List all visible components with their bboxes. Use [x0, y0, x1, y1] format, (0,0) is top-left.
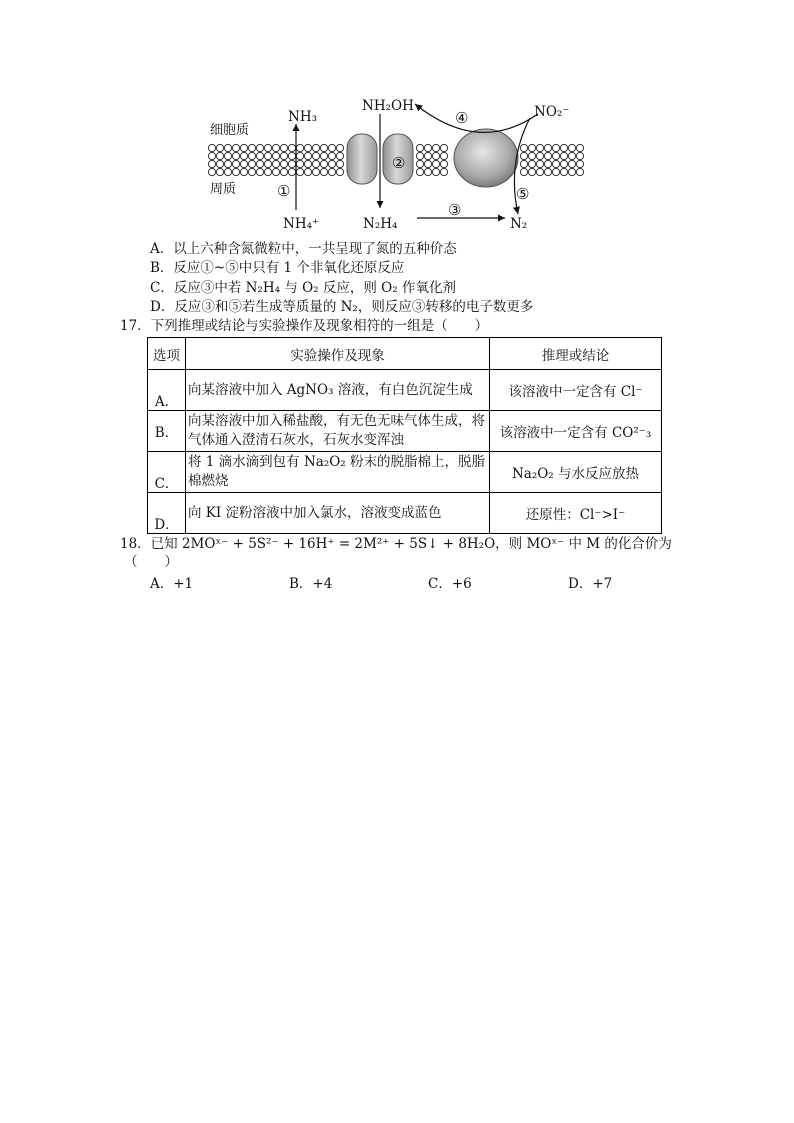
step-1-label: ①: [277, 182, 291, 200]
q16-option-d: D．反应③和⑤若生成等质量的 N₂，则反应③转移的电子数更多: [150, 299, 534, 315]
lipid-bead: [280, 168, 287, 175]
table-row: [148, 452, 662, 493]
lipid-bead: [424, 160, 431, 167]
lipid-bead: [432, 160, 439, 167]
q18-stem: 18．已知 2MOˣ⁻ + 5S²⁻ + 16H⁺ = 2M²⁺ + 5S↓ + 8H₂O，则 MOˣ⁻ 中 M 的化合价为: [120, 536, 672, 552]
lipid-bead: [520, 144, 527, 151]
lipid-bead: [536, 152, 543, 159]
label-n2h4: N₂H₄: [363, 216, 398, 232]
lipid-bead: [288, 168, 295, 175]
lipid-bead: [256, 152, 263, 159]
step-2-label: ②: [392, 154, 406, 172]
lipid-bead: [240, 168, 247, 175]
lipid-bead: [536, 168, 543, 175]
lipid-bead: [256, 160, 263, 167]
q17-row-d-conclusion: 还原性：Cl⁻>I⁻: [490, 493, 662, 534]
lipid-bead: [312, 168, 319, 175]
q18-option-b: B．+4: [289, 576, 333, 592]
lipid-bead: [528, 144, 535, 151]
lipid-bead: [224, 152, 231, 159]
lipid-bead: [576, 152, 583, 159]
lipid-bead: [536, 160, 543, 167]
lipid-bead: [552, 144, 559, 151]
lipid-bead: [208, 160, 215, 167]
lipid-bead: [544, 160, 551, 167]
lipid-bead: [336, 160, 343, 167]
lipid-bead: [576, 160, 583, 167]
lipid-bead: [568, 168, 575, 175]
lipid-bead: [232, 168, 239, 175]
lipid-bead: [248, 160, 255, 167]
step-5-label: ⑤: [516, 185, 530, 203]
lipid-bead: [232, 160, 239, 167]
lipid-bead: [440, 168, 447, 175]
q16-option-b: B．反应①~⑤中只有 1 个非氧化还原反应: [150, 260, 405, 276]
lipid-bead: [208, 168, 215, 175]
lipid-bead: [208, 144, 215, 151]
q17-row-c-option: C．: [148, 452, 186, 493]
q17-row-b-option: B．: [148, 411, 186, 452]
lipid-bead: [208, 152, 215, 159]
lipid-bead: [216, 144, 223, 151]
lipid-bead: [424, 152, 431, 159]
lipid-bead: [424, 144, 431, 151]
lipid-bead: [528, 160, 535, 167]
lipid-bead: [240, 160, 247, 167]
lipid-bead: [536, 144, 543, 151]
lipid-bead: [256, 144, 263, 151]
lipid-bead: [424, 168, 431, 175]
lipid-bead: [304, 160, 311, 167]
lipid-bead: [552, 152, 559, 159]
lipid-bead: [280, 160, 287, 167]
lipid-bead: [544, 168, 551, 175]
lipid-bead: [264, 168, 271, 175]
q18-option-d: D．+7: [568, 576, 613, 592]
lipid-bead: [320, 168, 327, 175]
lipid-bead: [264, 144, 271, 151]
lipid-bead: [544, 152, 551, 159]
q17-header-operation: 实验操作及现象: [186, 338, 490, 370]
lipid-bead: [328, 168, 335, 175]
table-row: [148, 493, 662, 534]
lipid-bead: [520, 160, 527, 167]
lipid-bead: [416, 152, 423, 159]
q17-row-a-operation: 向某溶液中加入 AgNO₃ 溶液，有白色沉淀生成: [186, 370, 490, 411]
lipid-bead: [416, 160, 423, 167]
label-periplasm: 周质: [210, 182, 237, 197]
lipid-bead: [232, 152, 239, 159]
lipid-bead: [560, 144, 567, 151]
lipid-bead: [312, 144, 319, 151]
lipid-bead: [336, 168, 343, 175]
q17-row-d-operation: 向 KI 淀粉溶液中加入氯水，溶液变成蓝色: [186, 493, 490, 534]
lipid-bead: [280, 152, 287, 159]
lipid-bead: [520, 152, 527, 159]
lipid-bead: [560, 168, 567, 175]
q17-row-b-conclusion: 该溶液中一定含有 CO²⁻₃: [490, 411, 662, 452]
lipid-bead: [216, 160, 223, 167]
lipid-bead: [288, 152, 295, 159]
lipid-bead: [296, 152, 303, 159]
lipid-bead: [272, 144, 279, 151]
lipid-bead: [320, 152, 327, 159]
lipid-bead: [560, 152, 567, 159]
lipid-bead: [432, 144, 439, 151]
q16-option-a: A．以上六种含氮微粒中，一共呈现了氮的五种价态: [150, 241, 457, 257]
label-nh3: NH₃: [288, 109, 317, 125]
q18-paren: （ ）: [124, 554, 178, 570]
lipid-bead: [528, 168, 535, 175]
q17-row-a-conclusion: 该溶液中一定含有 Cl⁻: [490, 370, 662, 411]
lipid-bead: [216, 168, 223, 175]
channel-protein-left: [347, 134, 377, 184]
lipid-bead: [520, 168, 527, 175]
q18-option-a: A．+1: [150, 576, 194, 592]
lipid-bead: [256, 168, 263, 175]
lipid-bead: [216, 152, 223, 159]
lipid-bead: [288, 144, 295, 151]
lipid-bead: [568, 152, 575, 159]
lipid-bead: [312, 160, 319, 167]
lipid-bead: [280, 144, 287, 151]
lipid-bead: [248, 144, 255, 151]
lipid-bead: [248, 152, 255, 159]
step-3-label: ③: [448, 201, 462, 219]
enzyme-protein: [454, 129, 518, 187]
lipid-bead: [552, 168, 559, 175]
label-cytoplasm: 细胞质: [210, 123, 250, 138]
lipid-bead: [528, 152, 535, 159]
q17-row-a-option: A．: [148, 370, 186, 411]
arrow-no2-to-nh2oh: [415, 104, 538, 132]
lipid-bead: [336, 144, 343, 151]
lipid-bead: [568, 160, 575, 167]
label-nh2oh: NH₂OH: [362, 98, 414, 114]
lipid-bead: [224, 168, 231, 175]
q17-header-row: [148, 338, 662, 370]
label-nh4: NH₄⁺: [283, 216, 320, 232]
lipid-bead: [336, 152, 343, 159]
q17-header-option: 选项: [148, 338, 186, 370]
lipid-bead: [568, 144, 575, 151]
lipid-bead: [224, 160, 231, 167]
lipid-bead: [440, 160, 447, 167]
lipid-bead: [264, 160, 271, 167]
lipid-bead: [272, 152, 279, 159]
lipid-bead: [320, 160, 327, 167]
lipid-bead: [576, 144, 583, 151]
lipid-bead: [576, 168, 583, 175]
q17-stem: 17．下列推理或结论与实验操作及现象相符的一组是（ ）: [120, 318, 489, 334]
q17-row-c-operation: 将 1 滴水滴到包有 Na₂O₂ 粉末的脱脂棉上，脱脂棉燃烧: [186, 452, 490, 493]
lipid-bead: [312, 152, 319, 159]
lipid-bead: [544, 144, 551, 151]
table-row: [148, 411, 662, 452]
lipid-bead: [296, 144, 303, 151]
q18-option-c: C．+6: [428, 576, 472, 592]
step-4-label: ④: [455, 109, 469, 127]
lipid-bead: [248, 168, 255, 175]
lipid-bead: [552, 160, 559, 167]
q17-row-c-conclusion: Na₂O₂ 与水反应放热: [490, 452, 662, 493]
lipid-bead: [440, 144, 447, 151]
lipid-bead: [304, 168, 311, 175]
lipid-bead: [416, 144, 423, 151]
q16-option-c: C．反应③中若 N₂H₄ 与 O₂ 反应，则 O₂ 作氧化剂: [150, 280, 456, 296]
lipid-bead: [264, 152, 271, 159]
lipid-bead: [240, 152, 247, 159]
lipid-bead: [240, 144, 247, 151]
q17-row-d-option: D．: [148, 493, 186, 534]
q17-header-conclusion: 推理或结论: [490, 338, 662, 370]
lipid-bead: [328, 144, 335, 151]
lipid-bead: [304, 152, 311, 159]
lipid-bead: [272, 168, 279, 175]
lipid-bead: [296, 160, 303, 167]
lipid-bead: [440, 152, 447, 159]
lipid-bead: [232, 144, 239, 151]
q17-table: [147, 337, 662, 534]
lipid-bead: [328, 152, 335, 159]
lipid-bead: [432, 168, 439, 175]
q17-row-b-operation: 向某溶液中加入稀盐酸，有无色无味气体生成，将气体通入澄清石灰水，石灰水变浑浊: [186, 411, 490, 452]
lipid-bead: [296, 168, 303, 175]
lipid-bead: [432, 152, 439, 159]
table-row: [148, 370, 662, 411]
lipid-bead: [560, 160, 567, 167]
lipid-bead: [416, 168, 423, 175]
lipid-bead: [224, 144, 231, 151]
lipid-bead: [272, 160, 279, 167]
label-no2: NO₂⁻: [534, 104, 570, 120]
lipid-bead: [304, 144, 311, 151]
lipid-bead: [288, 160, 295, 167]
lipid-bead: [328, 160, 335, 167]
label-n2: N₂: [510, 216, 528, 232]
lipid-bead: [320, 144, 327, 151]
